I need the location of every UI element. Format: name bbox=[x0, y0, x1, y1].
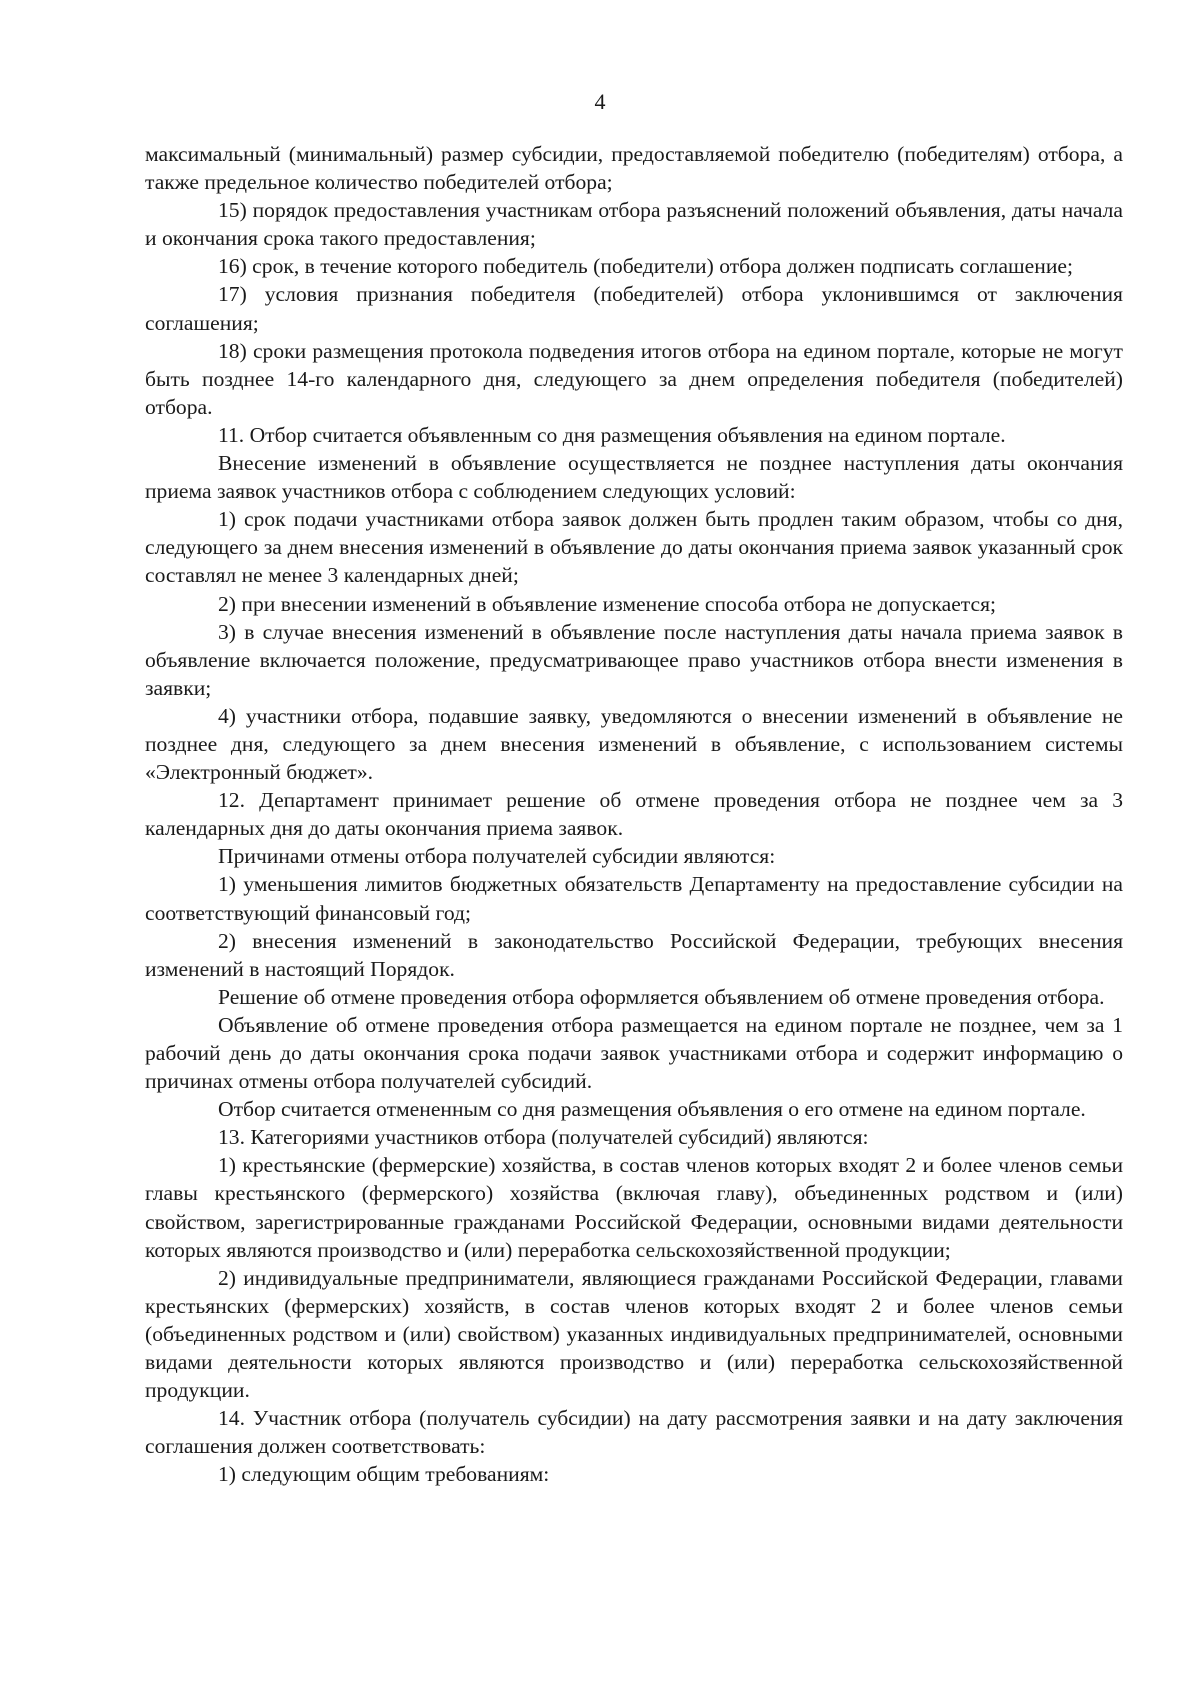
paragraph: 17) условия признания победителя (победителей) отбора уклонившимся от заключения соглашения; bbox=[145, 282, 1123, 335]
paragraph: 2) при внесении изменений в объявление изменение способа отбора не допускается; bbox=[218, 591, 997, 616]
paragraph: Отбор считается отмененным со дня размещения объявления о его отмене на едином портале. bbox=[218, 1097, 1086, 1122]
paragraph: 1) следующим общим требованиям: bbox=[218, 1462, 550, 1487]
paragraph: 1) срок подачи участниками отбора заявок должен быть продлен таким образом, чтобы со дня, следующего за днем внесения изменений в объявление до даты окончания приема заявок указанный срок составлял не менее 3 календарных дней; bbox=[145, 507, 1123, 588]
paragraph: 18) сроки размещения протокола подведения итогов отбора на едином портале, которые не могут быть позднее 14-го календарного дня, следующего за днем определения победителя (победителей) отбора. bbox=[145, 338, 1123, 419]
paragraph: 12. Департамент принимает решение об отмене проведения отбора не позднее чем за 3 календарных дня до даты окончания приема заявок. bbox=[145, 788, 1123, 841]
paragraph: 14. Участник отбора (получатель субсидии) на дату рассмотрения заявки и на дату заключения соглашения должен соответствовать: bbox=[145, 1406, 1123, 1459]
paragraph: 13. Категориями участников отбора (получателей субсидий) являются: bbox=[218, 1125, 869, 1150]
paragraph: 16) срок, в течение которого победитель (победители) отбора должен подписать соглашение; bbox=[218, 254, 1073, 279]
paragraph: 15) порядок предоставления участникам отбора разъяснений положений объявления, даты начала и окончания срока такого предоставления; bbox=[145, 198, 1123, 251]
paragraph: 11. Отбор считается объявленным со дня размещения объявления на едином портале. bbox=[218, 422, 1006, 447]
paragraph: Объявление об отмене проведения отбора размещается на едином портале не позднее, чем за 1 рабочий день до даты окончания срока подачи заявок участниками отбора и содержит информацию о причинах отмены отбора получателей субсидий. bbox=[145, 1012, 1123, 1094]
paragraph: 4) участники отбора, подавшие заявку, уведомляются о внесении изменений в объявление не позднее дня, следующего за днем внесения изменений в объявление, с использованием системы «Электронный бюджет». bbox=[145, 703, 1123, 785]
document-body bbox=[145, 140, 1123, 1489]
paragraph: Решение об отмене проведения отбора оформляется объявлением об отмене проведения отбора. bbox=[218, 984, 1105, 1009]
paragraph: Причинами отмены отбора получателей субсидии являются: bbox=[218, 844, 776, 869]
paragraph: Внесение изменений в объявление осуществляется не позднее наступления даты окончания приема заявок участников отбора с соблюдением следующих условий: bbox=[145, 451, 1123, 504]
paragraph: 1) уменьшения лимитов бюджетных обязательств Департаменту на предоставление субсидии на соответствующий финансовый год; bbox=[145, 872, 1123, 925]
paragraph: 1) крестьянские (фермерские) хозяйства, в состав членов которых входят 2 и более членов семьи главы крестьянского (фермерского) хозяйства (включая главу), объединенных родством и (или) свойством, зарегистрированные гражданами Российской Федерации, основными видами деятельности которых являются производство и (или) переработка сельскохозяйственной продукции; bbox=[145, 1153, 1123, 1262]
paragraph: 2) индивидуальные предприниматели, являющиеся гражданами Российской Федерации, главами крестьянских (фермерских) хозяйств, в состав членов которых входят 2 и более членов семьи (объединенных родством и (или) свойством) указанных индивидуальных предпринимателей, основными видами деятельности которых являются производство и (или) переработка сельскохозяйственной продукции. bbox=[145, 1265, 1123, 1403]
paragraph: 3) в случае внесения изменений в объявление после наступления даты начала приема заявок в объявление включается положение, предусматривающее право участников отбора внести изменения в заявки; bbox=[145, 619, 1123, 700]
paragraph: максимальный (минимальный) размер субсидии, предоставляемой победителю (победителям) отбора, а также предельное количество победителей отбора; bbox=[145, 142, 1123, 195]
paragraph: 2) внесения изменений в законодательство Российской Федерации, требующих внесения изменений в настоящий Порядок. bbox=[145, 928, 1123, 981]
page-number: 4 bbox=[594, 89, 606, 114]
